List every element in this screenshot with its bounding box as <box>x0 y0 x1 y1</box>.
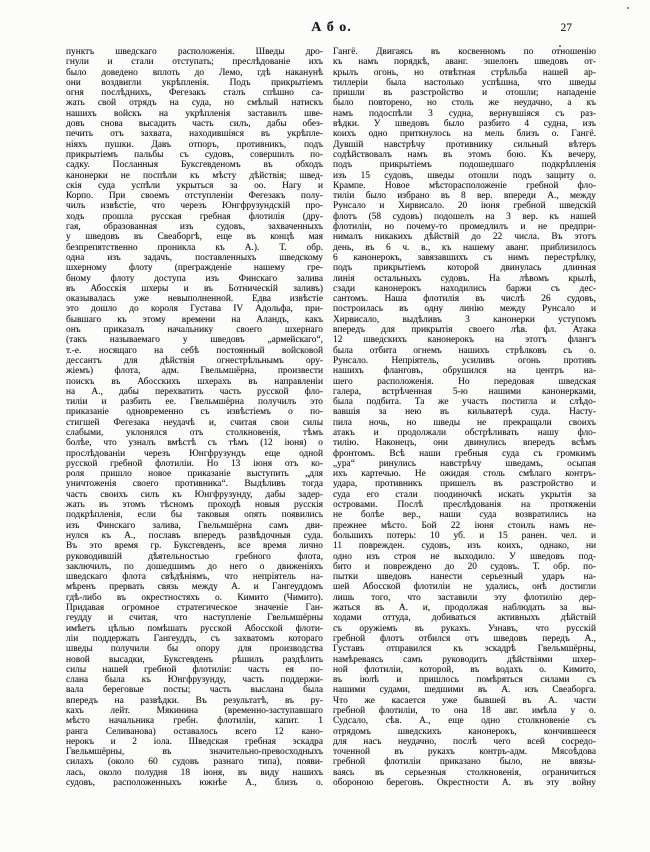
text-line: „ура“ ринулись навстрѣчу шведамъ, осыпая <box>333 458 596 469</box>
text-line: нашихъ фланговъ, обрушился на центръ на- <box>333 366 596 377</box>
text-line: шей Абосской флотиліи не удались, онѣ достигли <box>333 582 596 593</box>
text-line: съ оружіемъ въ рукахъ. Узнавъ, что русскій <box>333 623 596 634</box>
text-line: жаться въ А. и, продолжая наблюдать за вы- <box>333 603 596 614</box>
text-line: въ Абосскія шхеры и въ Ботническій заливъ) <box>66 283 323 294</box>
text-line: пришли въ разстройство и отошли; нападеніе <box>333 88 596 99</box>
text-line: шего расположенія. Но передовая шведская <box>333 376 596 387</box>
text-line: стигшей Фегезака неудачѣ и, считая свои силы <box>66 417 323 428</box>
text-line: гая, образованная изъ судовъ, захваченныхъ <box>66 222 323 233</box>
text-line: островами. Послѣ преслѣдованія на протяженіи <box>333 500 596 511</box>
text-line: точенной въ рукахъ контръ-адм. Мясоѣдова <box>333 747 596 758</box>
text-line: это дошло до короля Густава IV Адольфа, при- <box>66 304 323 315</box>
text-line: у шведовъ въ Свеаборгѣ, еще въ концѣ мая <box>66 232 323 243</box>
text-line: атакъ и продолжали обстрѣливать нашу фло- <box>333 427 596 438</box>
text-line: жать въ этомъ тѣсномъ проходѣ новыя русскія <box>66 500 323 511</box>
text-line: вала береговые посты; часть выслана была <box>66 685 323 696</box>
text-line: нималъ никакихъ дѣйствій до 22 числа. Въ этотъ <box>333 232 596 243</box>
text-line: чилъ извѣстіе, что черезъ Юнгфрузундскій про- <box>66 201 323 212</box>
text-line: ранга Селиванова) оставалось всего 12 кано- <box>66 726 323 737</box>
text-line: флотиліи, но почему-то промедлилъ и не предпри- <box>333 222 596 233</box>
text-line: ліи поддержать Гангеуддъ, съ захватомъ котораго <box>66 633 323 644</box>
text-line: къ намъ порядкѣ, аванг. эшелонъ шведовъ от- <box>333 57 596 68</box>
text-line: тиллеріи была настолько успѣшна, что шведы <box>333 77 596 88</box>
text-line: флотъ (58 судовъ) подошелъ на 3 вер. къ нашей <box>333 211 596 222</box>
text-line: содѣйствовалъ намъ въ этомъ бою. Къ вечеру, <box>333 149 596 160</box>
text-line: линія остальныхъ судовъ. На лѣвомъ крылѣ, <box>333 273 596 284</box>
text-line: ходами оттуда, добиваться активныхъ дѣйствій <box>333 613 596 624</box>
text-line: сантомъ. Наша флотилія въ числѣ 26 судовъ, <box>333 294 596 305</box>
text-line: суда его стали поодиночкѣ искать укрытія за <box>333 489 596 500</box>
text-line: гребной флотиліи приказано было, не ввязы- <box>333 757 596 768</box>
text-line: для насъ неудачно, послѣ чего всей сосредо- <box>333 736 596 747</box>
text-line: шхерному флоту (прегражденіе нашему гре- <box>66 263 323 274</box>
text-line: т.-е. носящаго на себѣ постоянный войсковой <box>66 345 323 356</box>
text-line: (такъ называемаго у шведовъ „армейскаго“, <box>66 335 323 346</box>
text-line: тилію. Наконецъ, они двинулись впередъ всѣмъ <box>333 438 596 449</box>
text-line: жіемъ) флота, адм. Гвельмшёрна, произвести <box>66 366 323 377</box>
text-line: мѣренъ прервать связь между А. и Гангеуддомъ <box>66 582 323 593</box>
text-line: руководившій дѣятельностью гребного флота, <box>66 551 323 562</box>
text-line: канонерки не поспѣли къ мѣсту дѣйствія; швед- <box>66 170 323 181</box>
text-line: нашихъ войскъ на укрѣпленія заставилъ шве- <box>66 108 323 119</box>
text-line: сзади канонерокъ находились баржи съ дес- <box>333 283 596 294</box>
text-line: Хирвисало, выдѣливъ 3 канонерки уступомъ <box>333 314 596 325</box>
text-line: шведскаго флота свѣдѣніямъ, что непріятель на- <box>66 572 323 583</box>
text-line: впередъ для прикрытія своего лѣв. фл. Атака <box>333 325 596 336</box>
text-line: 6 канонерокъ, завязавшихъ съ нимъ перестрѣлку, <box>333 252 596 263</box>
text-line: Что же касается уже бывшей въ А. части <box>333 695 596 706</box>
text-line: безпрепятственно проникла къ А.). Т. обр. <box>66 242 323 253</box>
text-line: не болѣе вер., наши суда возвратились на <box>333 510 596 521</box>
text-line: слана была къ Юнгфрузунду, часть поддержи- <box>66 675 323 686</box>
page-title: А б о. <box>311 20 352 35</box>
text-line: пунктъ шведскаго расположенія. Шведы дро- <box>66 47 323 57</box>
text-line: прослѣдованіи черезъ Юнгфрузундъ еще одной <box>66 448 323 459</box>
text-line: гдѣ-либо въ окрестностяхъ о. Кимито (Чимито). <box>66 592 323 603</box>
text-line: пытки шведовъ нанести серьезный ударъ на- <box>333 572 596 583</box>
text-line: было повторено, но столь же неудачно, а къ <box>333 98 596 109</box>
text-line: ходъ прошла русская гребная флотилія (дру- <box>66 211 323 222</box>
text-line: Корпо. При своемъ отступленіи Фегезакъ полу- <box>66 191 323 202</box>
text-line: Рунсало. Непріятель, усиливъ огонь противъ <box>333 355 596 366</box>
text-line: жать свой отрядъ на суда, но смѣлый натискъ <box>66 98 323 109</box>
text-line: гребной флотъ отбился отъ шведовъ передъ А., <box>333 633 596 644</box>
text-line: въ іюлѣ и пришлось помѣряться силами съ <box>333 675 596 686</box>
text-line: подъ прикрытіемъ подошедшаго подкрѣпленія <box>333 160 596 171</box>
text-line: лишь того, что заставили эту флотилію дер- <box>333 592 596 603</box>
text-line: построилась въ одну линію между Рунсало и <box>333 304 596 315</box>
text-line: гребной флотиліи, то она 18 авг. имѣла у о. <box>333 706 596 716</box>
text-line: бывшаго къ этому времени на Аландъ, какъ <box>66 314 323 325</box>
text-line: ихъ картечью. Не ожидая столь смѣлаго контръ- <box>333 469 596 480</box>
ink-speck <box>559 45 561 47</box>
text-line: русской гребной флотиліи. Но 13 іюня отъ ко- <box>66 458 323 469</box>
text-line: печить отъ захвата, находившіяся въ укрѣпле- <box>66 129 323 140</box>
text-line: шведы получили бы опору для производства <box>66 644 323 655</box>
text-line: впередъ на развѣдки. Въ результатѣ, въ ру- <box>66 695 323 706</box>
text-line: удара, противникъ пришелъ въ разстройство и <box>333 479 596 490</box>
text-line: гнули и стали отступать; преслѣдованіе ихъ <box>66 57 323 68</box>
text-line: большихъ потерь: 10 уб. и 15 ранен. чел. и <box>333 530 596 541</box>
text-line: они воздвигли укрѣпленія. Подъ прикрытіемъ <box>66 77 323 88</box>
text-line: новой высадки, Буксгевденъ рѣшилъ раздѣлить <box>66 654 323 665</box>
text-column-right <box>333 47 596 788</box>
text-line: Густавъ отправился къ эскадрѣ Гвельмшёрны, <box>333 644 596 655</box>
text-line: одна изъ задачъ, поставленныхъ шведскому <box>66 252 323 263</box>
text-line: коихъ одно приткнулось на мель близъ о. Гангё. <box>333 129 596 140</box>
text-line: Рунсало и Хирвисало. 20 іюня гребной шведскій <box>333 201 596 212</box>
text-line: Дувшій навстрѣчу противнику сильный вѣтеръ <box>333 139 596 150</box>
text-line: изъ Финскаго залива, Гвельмшёрна самъ дви- <box>66 520 323 531</box>
text-line: нерокъ и 2 іола. Шведская гребная эскадра <box>66 736 323 747</box>
text-line: тиліи и разбить ее. Гвельмшёрна получилъ это <box>66 397 323 408</box>
text-line: было доведено вплоть до Лемо, гдѣ наканунѣ <box>66 67 323 78</box>
text-line: вѣдки. У шведовъ было разбито 4 судна, изъ <box>333 119 596 130</box>
text-line: силахъ (около 60 судовъ разнаго типа), появи- <box>66 757 323 768</box>
text-line: оказывалась уже невыполненной. Едва извѣстіе <box>66 294 323 305</box>
text-line: роля пришло новое приказаніе выступить „для <box>66 469 323 480</box>
text-line: обороною береговъ. Окрестности А. въ эту войну <box>333 778 596 789</box>
text-line: мѣсто начальника гребн. флотиліи, капит. 1 <box>66 716 323 727</box>
text-line: Крампе. Новое мѣсторасположеніе гребной фло- <box>333 180 596 191</box>
text-line: ніяхъ пушки. Давъ отпоръ, противникъ, подъ <box>66 139 323 150</box>
text-line: ваясь въ серьезныя столкновенія, ограничиться <box>333 767 596 778</box>
text-line: крылъ огонь, но отвѣтная стрѣльба нашей ар- <box>333 67 596 78</box>
text-line: на А., дабы перехватить часть русской фло- <box>66 386 323 397</box>
text-line: Судсало, сѣв. А., еще одно столкновеніе съ <box>333 716 596 727</box>
text-line: галера, встрѣченная 5-ю нашими канонерками, <box>333 386 596 397</box>
text-line: Въ это время гр. Буксгевденъ, все время лично <box>66 541 323 552</box>
text-line: пила ночь, но шведы не прекращали своихъ <box>333 417 596 428</box>
text-line: лась, около полудня 18 іюня, въ виду нашихъ <box>66 767 323 778</box>
text-line: бному флоту доступа изъ Финскаго залива <box>66 273 323 284</box>
text-line: слабыми, уклонялся отъ столкновенія, тѣмъ <box>66 427 323 438</box>
text-line: нашими судами, шедшими въ А. изъ Свеаборга. <box>333 685 596 696</box>
text-line: приказаніе одновременно съ извѣстіемъ о по- <box>66 407 323 418</box>
ink-speck <box>627 7 629 9</box>
text-line: довъ снова высадить часть силъ, дабы обез- <box>66 119 323 130</box>
text-line: огня послѣднихъ, Фегезакъ сталъ спѣшно са- <box>66 88 323 99</box>
text-line: ной флотиліи, которой, въ водахъ о. Кимито, <box>333 664 596 675</box>
text-line: вавшія за нею въ кильватерѣ суда. Насту- <box>333 407 596 418</box>
text-line: уничтоженія своего противника“. Выдѣливъ тогда <box>66 479 323 490</box>
text-line: Придавая огромное стратегическое значеніе Ган- <box>66 603 323 614</box>
page-header <box>66 20 597 38</box>
text-line: судовъ, расположенныхъ южнѣе А., близъ о. <box>66 778 323 789</box>
text-line: была подбита. Та же участь постигла и слѣдо- <box>333 397 596 408</box>
text-line: бито и повреждено до 20 судовъ. Т. обр. по- <box>333 561 596 572</box>
text-line: Гангё. Двигаясь въ косвенномъ по отношенію <box>333 47 596 57</box>
text-line: 12 шведскихъ канонерокъ на этотъ флангъ <box>333 335 596 346</box>
text-line: болѣе, что узналъ вмѣстѣ съ тѣмъ (12 іюня) о <box>66 438 323 449</box>
text-line: прежнее мѣсто. Бой 22 іюня стоилъ намъ не- <box>333 520 596 531</box>
text-line: намѣреваясь самъ руководить дѣйствіями шхер- <box>333 654 596 665</box>
text-line: геудду и считая, что наступленіе Гвельмшёрны <box>66 613 323 624</box>
text-line: 11 поврежден. судовъ, изъ коихъ, однако, ни <box>333 541 596 552</box>
text-line: Гвельмшёрны, въ значительно-превосходныхъ <box>66 747 323 758</box>
text-line: намъ подоспѣли 3 судна, вернувшіяся съ раз- <box>333 108 596 119</box>
text-line: поискъ въ Абосскихъ шхерахъ въ направленіи <box>66 376 323 387</box>
text-line: одно изъ строя не выходило. У шведовъ под- <box>333 551 596 562</box>
text-line: тиліи было избрано въ 8 вер. впереди А., между <box>333 191 596 202</box>
text-line: нулся къ А., пославъ впередъ развѣдочныя суда. <box>66 530 323 541</box>
text-line: дессантъ для дѣйствія огнестрѣльнымъ ору- <box>66 355 323 366</box>
page-number: 27 <box>560 22 572 34</box>
text-line: прикрытіемъ пальбы съ судовъ, совершилъ по- <box>66 149 323 160</box>
text-line: подкрѣпленія, если бы таковыя опять появились <box>66 510 323 521</box>
text-line: силы нашей гребной флотиліи: часть ея по- <box>66 664 323 675</box>
text-line: была отбита огнемъ нашихъ стрѣлковъ съ о. <box>333 345 596 356</box>
text-line: изъ 15 судовъ, шведы отошли подъ защиту о. <box>333 170 596 181</box>
text-line: день, въ 6 ч. в., къ нашему аванг. приблизилось <box>333 242 596 253</box>
text-line: садку. Посланныя Буксгевденомъ въ обходъ <box>66 160 323 171</box>
text-line: фронтомъ. Всѣ наши гребныя суда съ громкимъ <box>333 448 596 459</box>
text-line: отрядомъ шведскихъ канонерокъ, кончившееся <box>333 726 596 737</box>
text-line: имѣетъ цѣлью помѣшать русской Абосской флоти- <box>66 623 323 634</box>
text-column-left <box>66 47 323 788</box>
text-line: скія суда успѣли укрыться за оо. Нагу и <box>66 180 323 191</box>
text-line: часть своихъ силъ къ Юнгфрузунду, дабы задер- <box>66 489 323 500</box>
text-line: заключилъ, по дошедшимъ до него о движеніяхъ <box>66 561 323 572</box>
text-line: кахъ лейт. Мякинина (временно-заступавшаго <box>66 706 323 716</box>
text-line: подъ прикрытіемъ которой двинулась длинная <box>333 263 596 274</box>
text-line: онъ приказалъ начальнику своего шхернаго <box>66 325 323 336</box>
